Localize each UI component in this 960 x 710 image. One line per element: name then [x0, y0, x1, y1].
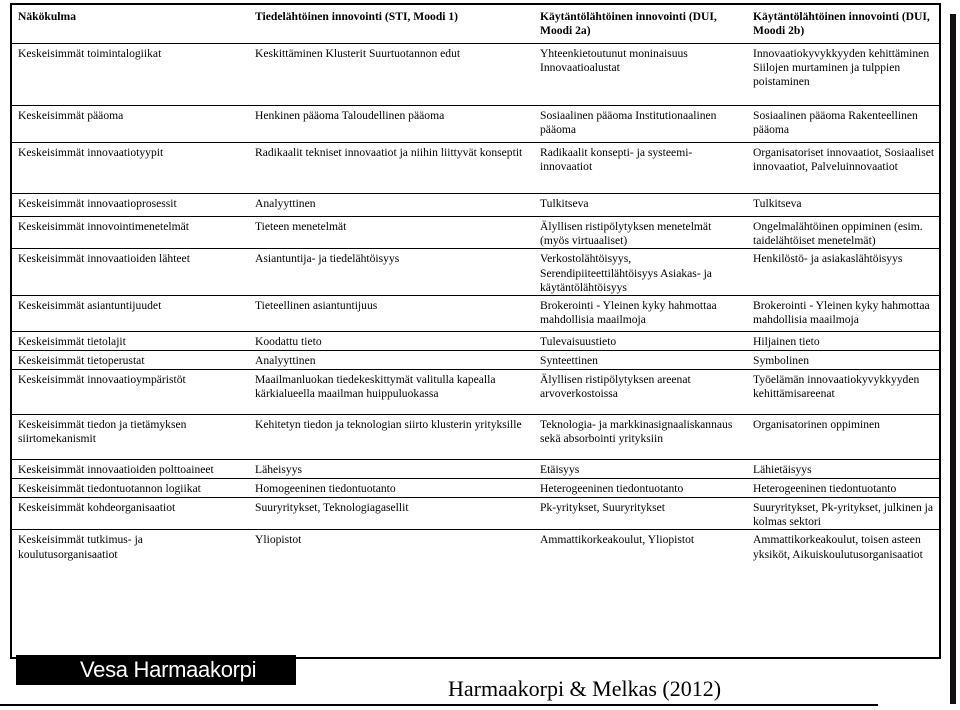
- row-label: Keskeisimmät innovaatioiden polttoaineet: [12, 460, 249, 479]
- cell-dui-2a: Synteettinen: [534, 351, 747, 370]
- cell-dui-2a: Yhteenkietoutunut moninaisuus Innovaatioalustat: [534, 44, 747, 106]
- table-row: [12, 498, 939, 530]
- cell-dui-2b: Lähietäisyys: [747, 460, 939, 479]
- cell-dui-2a: Teknologia- ja markkinasignaaliskannaus sekä absorbointi yrityksiin: [534, 415, 747, 460]
- cell-dui-2a: Älyllisen ristipölytyksen areenat arvoverkostoissa: [534, 370, 747, 415]
- cell-dui-2b: Sosiaalinen pääoma Rakenteellinen pääoma: [747, 106, 939, 143]
- row-label: Keskeisimmät innovaatioiden lähteet: [12, 249, 249, 296]
- row-label: Keskeisimmät innovaatiotyypit: [12, 143, 249, 194]
- cell-dui-2a: Älyllisen ristipölytyksen menetelmät (myös virtuaaliset): [534, 217, 747, 249]
- table-row: [12, 351, 939, 370]
- table-row: [12, 370, 939, 415]
- table-row: [12, 44, 939, 106]
- cell-dui-2b: Tulkitseva: [747, 194, 939, 217]
- cell-sti: Maailmanluokan tiedekeskittymät valitulla kapealla kärkialueella maailman huippuluokassa: [249, 370, 534, 415]
- cell-dui-2b: Organisatorinen oppiminen: [747, 415, 939, 460]
- cell-dui-2b: Heterogeeninen tiedontuotanto: [747, 479, 939, 498]
- table-row: [12, 249, 939, 296]
- cell-dui-2b: Henkilöstö- ja asiakaslähtöisyys: [747, 249, 939, 296]
- cell-dui-2a: Verkostolähtöisyys, Serendipiiteettilähtöisyys Asiakas- ja käytäntölähtöisyys: [534, 249, 747, 296]
- author-label: Vesa Harmaakorpi: [16, 655, 296, 685]
- row-label: Keskeisimmät kohdeorganisaatiot: [12, 498, 249, 530]
- cell-dui-2b: Työelämän innovaatiokyvykkyyden kehittämisareenat: [747, 370, 939, 415]
- cell-dui-2a: Tulkitseva: [534, 194, 747, 217]
- cell-sti: Läheisyys: [249, 460, 534, 479]
- cell-sti: Asiantuntija- ja tiedelähtöisyys: [249, 249, 534, 296]
- comparison-table: [12, 5, 939, 580]
- cell-sti: Kehitetyn tiedon ja teknologian siirto klusterin yrityksille: [249, 415, 534, 460]
- bottom-rule: [0, 704, 878, 706]
- table-row: [12, 194, 939, 217]
- cell-sti: Henkinen pääoma Taloudellinen pääoma: [249, 106, 534, 143]
- row-label: Keskeisimmät innovaatioprosessit: [12, 194, 249, 217]
- cell-dui-2b: Suuryritykset, Pk-yritykset, julkinen ja kolmas sektori: [747, 498, 939, 530]
- row-label: Keskeisimmät tiedontuotannon logiikat: [12, 479, 249, 498]
- cell-dui-2b: Symbolinen: [747, 351, 939, 370]
- header-row: [12, 5, 939, 44]
- row-label: Keskeisimmät tietoperustat: [12, 351, 249, 370]
- row-label: Keskeisimmät toimintalogiikat: [12, 44, 249, 106]
- cell-sti: Analyyttinen: [249, 351, 534, 370]
- row-label: Keskeisimmät innovointimenetelmät: [12, 217, 249, 249]
- cell-sti: Radikaalit tekniset innovaatiot ja niihin liittyvät konseptit: [249, 143, 534, 194]
- cell-dui-2b: Ongelmalähtöinen oppiminen (esim. taidelähtöiset menetelmät): [747, 217, 939, 249]
- header-perspective: Näkökulma: [18, 10, 76, 23]
- table-row: [12, 460, 939, 479]
- cell-dui-2a: Etäisyys: [534, 460, 747, 479]
- table-row: [12, 143, 939, 194]
- right-edge-bar: [950, 14, 956, 704]
- cell-sti: Tieteen menetelmät: [249, 217, 534, 249]
- cell-sti: Suuryritykset, Teknologiagasellit: [249, 498, 534, 530]
- cell-dui-2a: Pk-yritykset, Suuryritykset: [534, 498, 747, 530]
- cell-dui-2a: Heterogeeninen tiedontuotanto: [534, 479, 747, 498]
- table-row: [12, 479, 939, 498]
- cell-dui-2b: Innovaatiokyvykkyyden kehittäminen Siilojen murtaminen ja tulppien poistaminen: [747, 44, 939, 106]
- row-label: Keskeisimmät tiedon ja tietämyksen siirtomekanismit: [12, 415, 249, 460]
- row-label: Keskeisimmät innovaatioympäristöt: [12, 370, 249, 415]
- cell-dui-2a: Tulevaisuustieto: [534, 332, 747, 351]
- cell-dui-2a: Sosiaalinen pääoma Institutionaalinen pääoma: [534, 106, 747, 143]
- cell-sti: Analyyttinen: [249, 194, 534, 217]
- table-row: [12, 217, 939, 249]
- row-label: Keskeisimmät tietolajit: [12, 332, 249, 351]
- header-dui-2a: Käytäntölähtöinen innovointi (DUI, Moodi 2a): [540, 10, 717, 38]
- cell-dui-2b: Organisatoriset innovaatiot, Sosiaaliset innovaatiot, Palveluinnovaatiot: [747, 143, 939, 194]
- row-label: Keskeisimmät asiantuntijuudet: [12, 296, 249, 332]
- cell-sti: Tieteellinen asiantuntijuus: [249, 296, 534, 332]
- cell-sti: Yliopistot: [249, 530, 534, 581]
- citation: Harmaakorpi & Melkas (2012): [448, 676, 722, 701]
- header-dui-2b: Käytäntölähtöinen innovointi (DUI, Moodi 2b): [753, 10, 930, 38]
- cell-dui-2a: Ammattikorkeakoulut, Yliopistot: [534, 530, 747, 581]
- cell-sti: Koodattu tieto: [249, 332, 534, 351]
- cell-dui-2a: Brokerointi - Yleinen kyky hahmottaa mahdollisia maailmoja: [534, 296, 747, 332]
- cell-dui-2b: Brokerointi - Yleinen kyky hahmottaa mahdollisia maailmoja: [747, 296, 939, 332]
- cell-dui-2a: Radikaalit konsepti- ja systeemi-innovaatiot: [534, 143, 747, 194]
- cell-sti: Keskittäminen Klusterit Suurtuotannon edut: [249, 44, 534, 106]
- row-label: Keskeisimmät pääoma: [12, 106, 249, 143]
- header-sti: Tiedelähtöinen innovointi (STI, Moodi 1): [255, 10, 459, 23]
- table-row: [12, 415, 939, 460]
- table-row: [12, 296, 939, 332]
- table-row: [12, 530, 939, 581]
- cell-sti: Homogeeninen tiedontuotanto: [249, 479, 534, 498]
- row-label: Keskeisimmät tutkimus- ja koulutusorganisaatiot: [12, 530, 249, 581]
- table-row: [12, 332, 939, 351]
- table-row: [12, 106, 939, 143]
- cell-dui-2b: Hiljainen tieto: [747, 332, 939, 351]
- cell-dui-2b: Ammattikorkeakoulut, toisen asteen yksiköt, Aikuiskoulutusorganisaatiot: [747, 530, 939, 581]
